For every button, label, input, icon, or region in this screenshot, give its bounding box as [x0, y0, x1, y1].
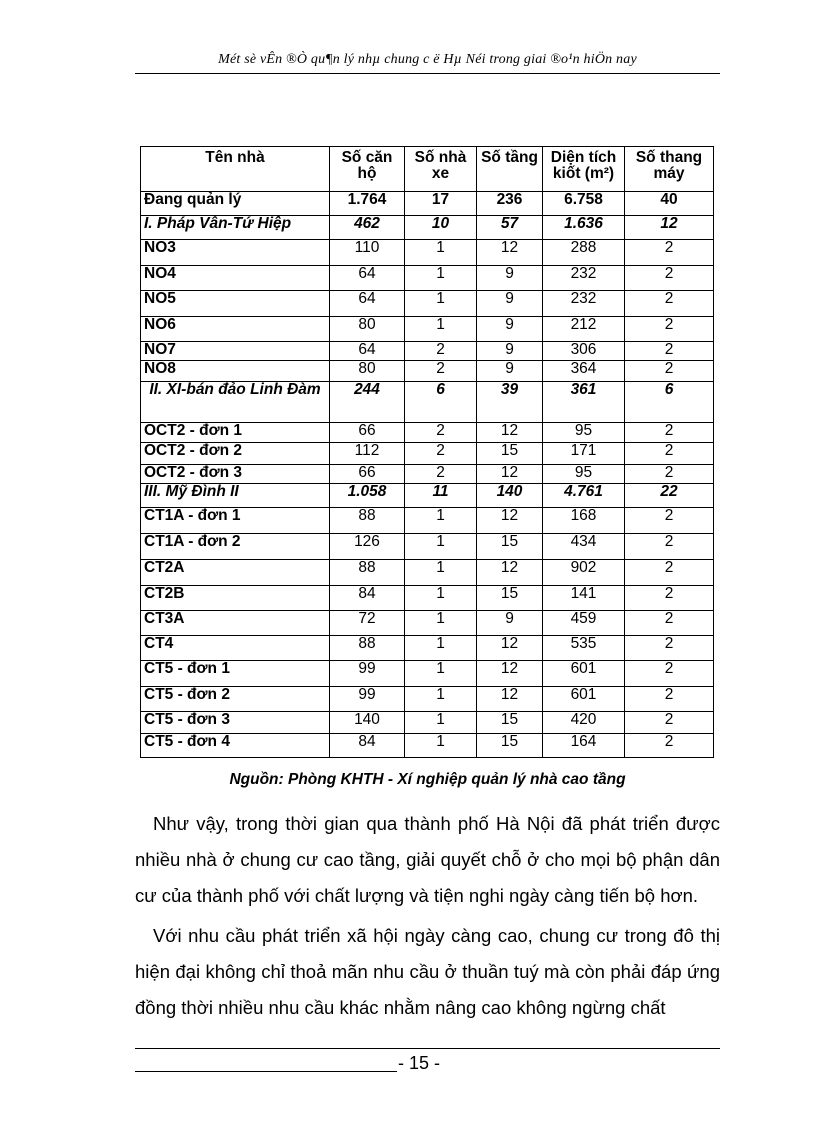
cell-value: 64 [330, 291, 405, 317]
cell-value: 12 [477, 687, 543, 712]
cell-value: 171 [543, 443, 625, 465]
cell-value: 434 [543, 534, 625, 560]
table-row [141, 465, 714, 484]
cell-name: CT5 - đơn 2 [141, 687, 330, 712]
cell-value: 1 [405, 240, 477, 266]
cell-value: 2 [625, 266, 714, 291]
cell-name: Đang quản lý [141, 192, 330, 216]
cell-value: 140 [477, 484, 543, 508]
cell-value: 2 [405, 342, 477, 361]
cell-value: 1.764 [330, 192, 405, 216]
cell-name: NO7 [141, 342, 330, 361]
cell-name: CT5 - đơn 1 [141, 661, 330, 687]
cell-value: 6 [625, 382, 714, 423]
table-row [141, 712, 714, 734]
cell-value: 1.636 [543, 216, 625, 240]
cell-name: III. Mỹ Đình II [141, 484, 330, 508]
header-rule [135, 73, 720, 74]
cell-value: 4.761 [543, 484, 625, 508]
cell-value: 1 [405, 291, 477, 317]
cell-value: 84 [330, 586, 405, 611]
cell-value: 15 [477, 712, 543, 734]
cell-value: 10 [405, 216, 477, 240]
header-so-thang-may: Số thang máy [625, 147, 714, 192]
cell-name: CT5 - đơn 4 [141, 734, 330, 758]
table-row [141, 382, 714, 423]
cell-value: 110 [330, 240, 405, 266]
cell-name: CT2B [141, 586, 330, 611]
cell-value: 88 [330, 636, 405, 661]
cell-name: CT3A [141, 611, 330, 636]
header-so-can-ho: Số căn hộ [330, 147, 405, 192]
cell-value: 6.758 [543, 192, 625, 216]
cell-value: 2 [625, 586, 714, 611]
cell-value: 306 [543, 342, 625, 361]
table-body [141, 192, 714, 758]
cell-value: 2 [405, 361, 477, 382]
table-row [141, 687, 714, 712]
cell-name: NO3 [141, 240, 330, 266]
table-header-row [141, 147, 714, 192]
table-source: Nguồn: Phòng KHTH - Xí nghiệp quản lý nhà cao tầng [229, 771, 626, 788]
cell-value: 1 [405, 317, 477, 342]
cell-value: 88 [330, 560, 405, 586]
cell-value: 17 [405, 192, 477, 216]
table-row [141, 508, 714, 534]
cell-value: 140 [330, 712, 405, 734]
cell-value: 57 [477, 216, 543, 240]
cell-value: 141 [543, 586, 625, 611]
cell-name: CT1A - đơn 2 [141, 534, 330, 560]
cell-value: 40 [625, 192, 714, 216]
header-ten-nha: Tên nhà [141, 147, 330, 192]
footer-rule [135, 1048, 720, 1049]
cell-value: 95 [543, 423, 625, 443]
cell-value: 601 [543, 687, 625, 712]
cell-value: 12 [477, 661, 543, 687]
cell-name: OCT2 - đơn 1 [141, 423, 330, 443]
cell-name: CT2A [141, 560, 330, 586]
cell-value: 9 [477, 611, 543, 636]
cell-value: 126 [330, 534, 405, 560]
table-row [141, 636, 714, 661]
cell-value: 84 [330, 734, 405, 758]
header-so-tang: Số tầng [477, 147, 543, 192]
cell-value: 15 [477, 443, 543, 465]
cell-value: 9 [477, 291, 543, 317]
cell-value: 112 [330, 443, 405, 465]
cell-value: 88 [330, 508, 405, 534]
cell-value: 1 [405, 534, 477, 560]
cell-value: 9 [477, 266, 543, 291]
cell-value: 12 [477, 508, 543, 534]
cell-value: 1 [405, 611, 477, 636]
cell-name: OCT2 - đơn 2 [141, 443, 330, 465]
cell-value: 2 [625, 291, 714, 317]
header-dien-tich-kiot: Diện tích kiốt (m²) [543, 147, 625, 192]
cell-value: 11 [405, 484, 477, 508]
cell-value: 12 [477, 465, 543, 484]
cell-value: 9 [477, 342, 543, 361]
running-header: Mét sè vÊn ®Ò qu¶n lý nhµ chung c ë Hµ Néi trong giai ®o¹n hiÖn nay [218, 52, 637, 67]
cell-value: 232 [543, 266, 625, 291]
cell-value: 2 [625, 611, 714, 636]
cell-value: 462 [330, 216, 405, 240]
table-row [141, 240, 714, 266]
cell-value: 2 [625, 240, 714, 266]
cell-value: 64 [330, 342, 405, 361]
paragraph: Với nhu cầu phát triển xã hội ngày càng cao, chung cư trong đô thị hiện đại không chỉ thoả mãn nhu cầu ở thuần tuý mà còn phải đáp ứng đồng thời nhiều nhu cầu khác nhằm nâng cao không ngừng chất [135, 925, 720, 1018]
table-row [141, 560, 714, 586]
cell-value: 39 [477, 382, 543, 423]
cell-value: 72 [330, 611, 405, 636]
table-row [141, 266, 714, 291]
cell-value: 535 [543, 636, 625, 661]
cell-value: 601 [543, 661, 625, 687]
cell-value: 364 [543, 361, 625, 382]
table-row [141, 734, 714, 758]
cell-value: 244 [330, 382, 405, 423]
table-row [141, 586, 714, 611]
cell-value: 1.058 [330, 484, 405, 508]
table-row [141, 216, 714, 240]
cell-name: OCT2 - đơn 3 [141, 465, 330, 484]
header-so-nha-xe: Số nhà xe [405, 147, 477, 192]
cell-value: 9 [477, 361, 543, 382]
cell-value: 232 [543, 291, 625, 317]
paragraph: Như vậy, trong thời gian qua thành phố Hà Nội đã phát triển được nhiều nhà ở chung cư cao tầng, giải quyết chỗ ở cho mọi bộ phận dân cư của thành phố với chất lượng và tiện nghi ngày càng tiến bộ hơn. [135, 813, 720, 906]
cell-value: 15 [477, 734, 543, 758]
table-row [141, 661, 714, 687]
cell-value: 2 [625, 712, 714, 734]
cell-name: NO5 [141, 291, 330, 317]
table-row [141, 192, 714, 216]
cell-name: CT1A - đơn 1 [141, 508, 330, 534]
cell-value: 66 [330, 423, 405, 443]
cell-value: 2 [625, 508, 714, 534]
cell-value: 95 [543, 465, 625, 484]
cell-value: 2 [625, 443, 714, 465]
cell-value: 1 [405, 734, 477, 758]
cell-value: 12 [477, 560, 543, 586]
cell-value: 80 [330, 317, 405, 342]
cell-value: 2 [625, 560, 714, 586]
cell-value: 15 [477, 586, 543, 611]
cell-value: 6 [405, 382, 477, 423]
cell-value: 212 [543, 317, 625, 342]
cell-value: 22 [625, 484, 714, 508]
cell-value: 164 [543, 734, 625, 758]
cell-value: 1 [405, 636, 477, 661]
cell-value: 64 [330, 266, 405, 291]
cell-value: 9 [477, 317, 543, 342]
cell-value: 902 [543, 560, 625, 586]
footer-rule-short [135, 1071, 397, 1072]
cell-value: 2 [625, 465, 714, 484]
cell-value: 1 [405, 712, 477, 734]
cell-value: 80 [330, 361, 405, 382]
cell-value: 12 [477, 423, 543, 443]
cell-value: 1 [405, 560, 477, 586]
cell-value: 2 [625, 636, 714, 661]
cell-value: 2 [625, 361, 714, 382]
cell-value: 459 [543, 611, 625, 636]
cell-value: 2 [625, 734, 714, 758]
table-row [141, 317, 714, 342]
cell-value: 2 [625, 534, 714, 560]
cell-name: CT5 - đơn 3 [141, 712, 330, 734]
cell-name: I. Pháp Vân-Tứ Hiệp [141, 216, 330, 240]
table-row [141, 423, 714, 443]
apartment-table [140, 146, 714, 758]
table-row [141, 534, 714, 560]
cell-value: 168 [543, 508, 625, 534]
cell-value: 2 [405, 443, 477, 465]
cell-value: 12 [625, 216, 714, 240]
cell-value: 1 [405, 508, 477, 534]
cell-value: 2 [625, 423, 714, 443]
cell-value: 12 [477, 240, 543, 266]
cell-value: 1 [405, 266, 477, 291]
table-row [141, 611, 714, 636]
cell-value: 66 [330, 465, 405, 484]
table-row [141, 361, 714, 382]
page-number: - 15 - [398, 1053, 441, 1073]
cell-value: 1 [405, 687, 477, 712]
cell-value: 99 [330, 661, 405, 687]
cell-name: NO8 [141, 361, 330, 382]
cell-value: 1 [405, 586, 477, 611]
cell-name: NO6 [141, 317, 330, 342]
table-row [141, 484, 714, 508]
cell-name: NO4 [141, 266, 330, 291]
cell-value: 2 [625, 342, 714, 361]
cell-value: 2 [405, 423, 477, 443]
cell-value: 12 [477, 636, 543, 661]
cell-value: 1 [405, 661, 477, 687]
table-row [141, 443, 714, 465]
table-row [141, 342, 714, 361]
cell-value: 99 [330, 687, 405, 712]
cell-value: 15 [477, 534, 543, 560]
cell-value: 236 [477, 192, 543, 216]
cell-name: II. XI-bán đảo Linh Đàm [141, 382, 330, 423]
cell-value: 420 [543, 712, 625, 734]
cell-name: CT4 [141, 636, 330, 661]
cell-value: 2 [625, 687, 714, 712]
cell-value: 288 [543, 240, 625, 266]
cell-value: 2 [625, 661, 714, 687]
table-row [141, 291, 714, 317]
cell-value: 361 [543, 382, 625, 423]
cell-value: 2 [625, 317, 714, 342]
cell-value: 2 [405, 465, 477, 484]
